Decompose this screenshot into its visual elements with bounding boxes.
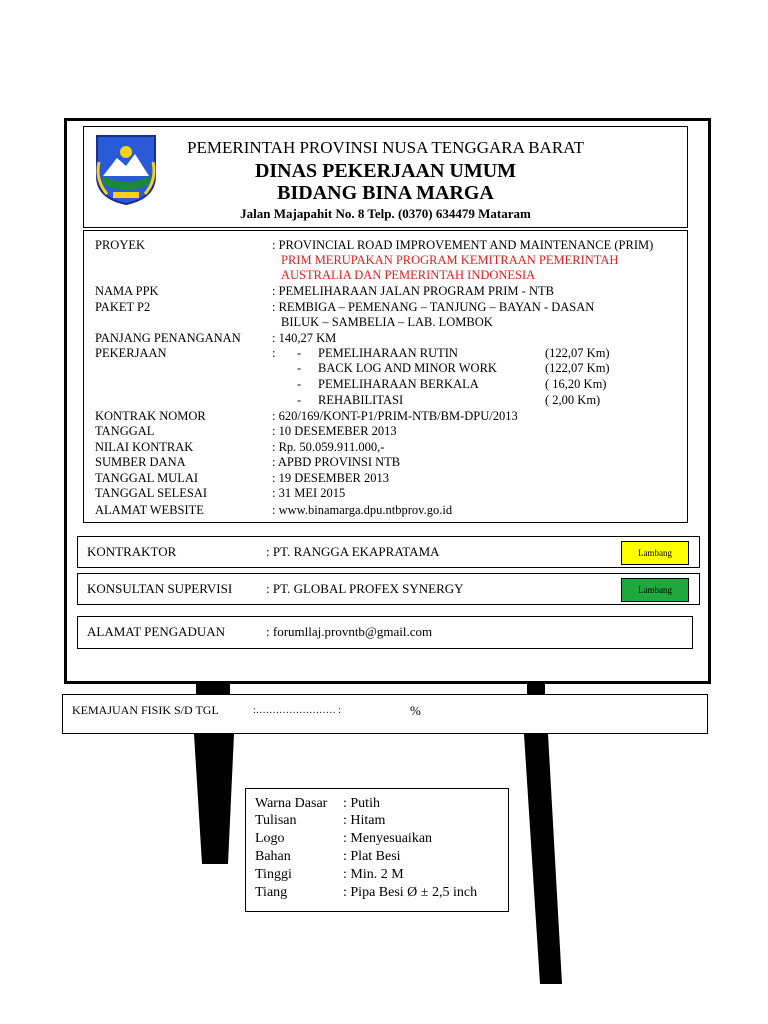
panjang-value: : 140,27 KM [272, 331, 337, 345]
website-value: : www.binamarga.dpu.ntbprov.go.id [272, 503, 453, 517]
spec-value: : Plat Besi [343, 849, 401, 864]
proyek-note-line1: PRIM MERUPAKAN PROGRAM KEMITRAAN PEMERINTAH [281, 253, 619, 267]
selesai-value: : 31 MEI 2015 [272, 486, 346, 500]
paket-value-line2: BILUK – SAMBELIA – LAB. LOMBOK [281, 315, 493, 329]
spec-key: Tiang [255, 885, 288, 900]
paket-value-line1: : REMBIGA – PEMENANG – TANJUNG – BAYAN - DASAN [272, 300, 595, 314]
ppk-label: NAMA PPK [95, 284, 159, 298]
kemajuan-dots: :…………………… : [253, 705, 342, 716]
spec-key: Bahan [255, 849, 291, 864]
mulai-label: TANGGAL MULAI [95, 471, 199, 485]
header-line1: PEMERINTAH PROVINSI NUSA TENGGARA BARAT [187, 138, 584, 157]
right-pole-lower [510, 734, 570, 984]
pekerjaan-item-dash: - [297, 346, 302, 360]
pekerjaan-item-dash: - [297, 393, 302, 407]
spec-value: : Putih [343, 796, 380, 811]
spec-key: Tinggi [255, 867, 292, 882]
mulai-value: : 19 DESEMBER 2013 [272, 471, 390, 485]
selesai-label: TANGGAL SELESAI [95, 486, 208, 500]
pekerjaan-item-dash: - [297, 361, 302, 375]
spec-key: Tulisan [255, 813, 297, 828]
kemajuan-label: KEMAJUAN FISIK S/D TGL [72, 703, 219, 717]
kontraktor-lambang: Lambang [621, 541, 689, 565]
tanggal-label: TANGGAL [95, 424, 155, 438]
konsultan-label: KONSULTAN SUPERVISI [87, 581, 233, 596]
kemajuan-percent: % [410, 703, 421, 718]
header-line2: DINAS PEKERJAAN UMUM [254, 160, 517, 182]
right-pole [527, 684, 545, 694]
spec-value: : Pipa Besi Ø ± 2,5 inch [343, 885, 478, 900]
pekerjaan-item-km: (122,07 Km) [545, 361, 610, 375]
konsultan-value: : PT. GLOBAL PROFEX SYNERGY [266, 581, 464, 596]
proyek-note-line2: AUSTRALIA DAN PEMERINTAH INDONESIA [281, 268, 536, 282]
left-pole [196, 684, 230, 694]
kontraktor-value: : PT. RANGGA EKAPRATAMA [266, 544, 440, 559]
ppk-value: : PEMELIHARAAN JALAN PROGRAM PRIM - NTB [272, 284, 554, 298]
pekerjaan-item-dash: - [297, 377, 302, 391]
spec-value: : Menyesuaikan [343, 831, 433, 846]
proyek-value: : PROVINCIAL ROAD IMPROVEMENT AND MAINTENANCE (PRIM) [272, 238, 654, 252]
sumber-label: SUMBER DANA [95, 455, 186, 469]
pekerjaan-item-km: ( 2,00 Km) [545, 393, 601, 407]
pekerjaan-item-km: (122,07 Km) [545, 346, 610, 360]
pekerjaan-item-km: ( 16,20 Km) [545, 377, 607, 391]
konsultan-lambang: Lambang [621, 578, 689, 602]
header-line3: BIDANG BINA MARGA [277, 182, 494, 204]
pekerjaan-colon: : [272, 346, 276, 360]
spec-value: : Min. 2 M [343, 867, 404, 882]
header-address: Jalan Majapahit No. 8 Telp. (0370) 634479 Mataram [240, 206, 531, 221]
spec-key: Warna Dasar [255, 796, 328, 811]
left-pole-lower [190, 734, 240, 864]
pekerjaan-item-name: REHABILITASI [318, 393, 404, 407]
tanggal-value: : 10 DESEMEBER 2013 [272, 424, 397, 438]
nilai-label: NILAI KONTRAK [95, 440, 194, 454]
pekerjaan-label: PEKERJAAN [95, 346, 167, 360]
proyek-label: PROYEK [95, 238, 146, 252]
pekerjaan-item-name: PEMELIHARAAN RUTIN [318, 346, 458, 360]
spec-value: : Hitam [343, 813, 386, 828]
pengaduan-value: : forumllaj.provntb@gmail.com [266, 624, 433, 639]
pengaduan-label: ALAMAT PENGADUAN [87, 624, 226, 639]
sumber-value: : APBD PROVINSI NTB [272, 455, 401, 469]
pekerjaan-item-name: BACK LOG AND MINOR WORK [318, 361, 497, 375]
kontrak-value: : 620/169/KONT-P1/PRIM-NTB/BM-DPU/2013 [272, 409, 518, 423]
spec-key: Logo [255, 831, 285, 846]
nilai-value: : Rp. 50.059.911.000,- [272, 440, 385, 454]
website-label: ALAMAT WEBSITE [95, 503, 204, 517]
paket-label: PAKET P2 [95, 300, 151, 314]
panjang-label: PANJANG PENANGANAN [95, 331, 241, 345]
kontrak-label: KONTRAK NOMOR [95, 409, 206, 423]
kontraktor-label: KONTRAKTOR [87, 544, 177, 559]
pekerjaan-item-name: PEMELIHARAAN BERKALA [318, 377, 479, 391]
